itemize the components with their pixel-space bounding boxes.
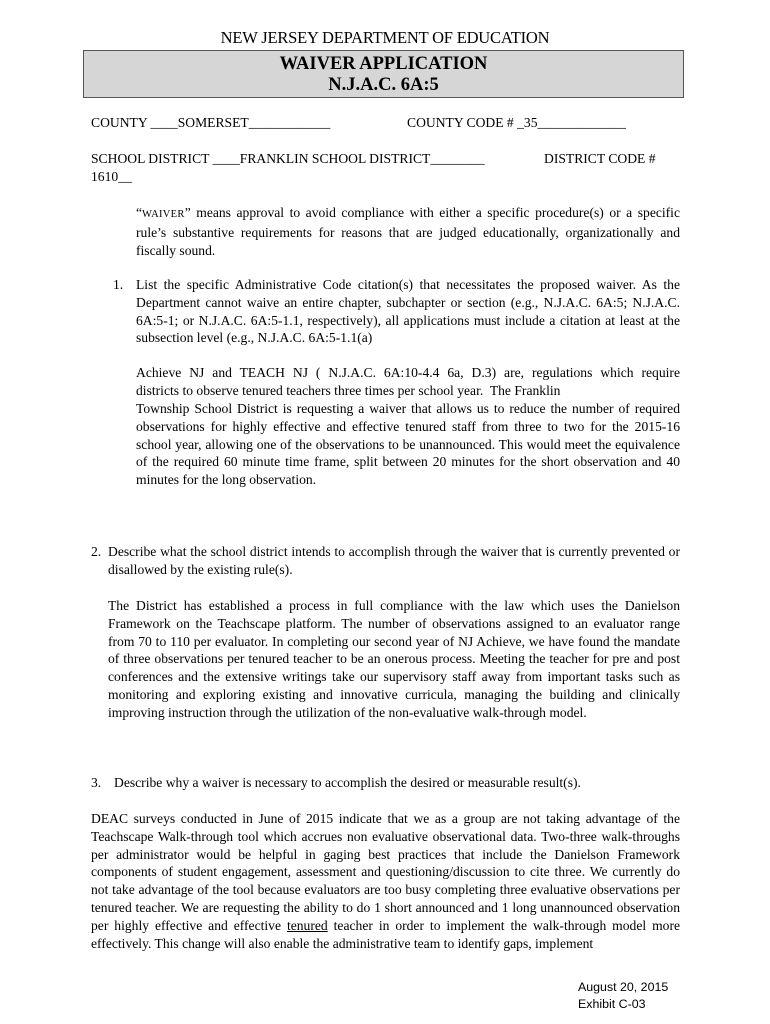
- question1-prompt: List the specific Administrative Code citation(s) that necessitates the proposed waiver. As the Department cannot waive an entire chapter, subchapter or section (e.g., N.J.A.C. 6A:5; N.J.A.C. 6A:5-1; or N.J.A.C. 6A:5-1.1, respectively), all applications must include a citation at least at the subsection level (e.g., N.J.A.C. 6A:5-1.1(a): [136, 277, 680, 346]
- question3-answer-underlined: tenured: [286, 917, 328, 933]
- footer-date: August 20, 2015: [578, 980, 669, 994]
- question1-number: 1.: [113, 277, 124, 292]
- district-code-label: DISTRICT CODE #: [544, 151, 656, 166]
- question1-answer-line2: districts to observe tenured teachers three times per school year. The Franklin: [136, 383, 561, 398]
- question3-prompt: Describe why a waiver is necessary to accomplish the desired or measurable result(s).: [114, 775, 581, 790]
- question3-answer-before: DEAC surveys conducted in June of 2015 indicate that we as a group are not taking advantage of the Teachscape Walk-through tool which accrues non evaluative observational data. Two-three walk-throughs per administrator would be helpful in gaging best practices that include the Danielson Framework components of student engagement, assessment and questioning/discussion to cite three. We currently do not take advantage of the tool because evaluators are too busy completing three evaluative observations per tenured teacher. We are requesting the ability to do 1 short announced and 1 long unannounced observation per highly effective and effective: [91, 811, 680, 933]
- definition-text: ” means approval to avoid compliance with either a specific procedure(s) or a specific rule’s substantive requirements for reasons that are judged educationally, organizationally and fiscally sound.: [136, 205, 680, 258]
- question2-prompt: Describe what the school district intends to accomplish through the waiver that is currently prevented or disallowed by the existing rule(s).: [108, 544, 680, 577]
- title-box: [83, 50, 684, 98]
- question3-number: 3.: [91, 775, 102, 790]
- form-subtitle: N.J.A.C. 6A:5: [328, 75, 439, 95]
- waiver-definition: [136, 204, 680, 259]
- form-title: WAIVER APPLICATION: [279, 54, 488, 74]
- school-district-field: SCHOOL DISTRICT ____FRANKLIN SCHOOL DISTRICT________: [91, 151, 485, 166]
- question3-answer: [91, 810, 680, 952]
- footer-exhibit: Exhibit C-03: [578, 997, 646, 1011]
- question2-answer: The District has established a process in full compliance with the law which uses the Danielson Framework on the Teachscape platform. The number of observations assigned to an evaluator range from 70 to 110 per evaluator. In completing our second year of NJ Achieve, we have found the mandate of three observations per tenured teacher to be an onerous process. Meeting the teacher for pre and post conferences and the extensive writings take our supervisory staff away from important tasks such as monitoring and exploring existing and innovative curricula, managing the building and clinically improving instruction through the utilization of the non-evaluative walk-through model.: [108, 598, 680, 720]
- district-code-value: 1610__: [91, 169, 132, 184]
- definition-open-quote: “: [136, 205, 143, 220]
- question2-number: 2.: [91, 544, 102, 559]
- question3-answer-after: teacher in order to implement the walk-through model more effectively. This change will also enable the administrative team to identify gaps, implement: [91, 917, 681, 951]
- question1-answer-line1: Achieve NJ and TEACH NJ ( N.J.A.C. 6A:10-4.4 6a, D.3) are, regulations which require: [136, 365, 680, 380]
- county-field: COUNTY ____SOMERSET____________: [91, 115, 331, 130]
- question1-answer: Township School District is requesting a waiver that allows us to reduce the number of required observations for highly effective and effective tenured staff from three to two for the 2015-16 school year, allowing one of the observations to be unannounced. This would meet the equivalence of the required 60 minute time frame, split between 20 minutes for the short observation and 40 minutes for the long observation.: [136, 401, 680, 488]
- county-code-field: COUNTY CODE # _35_____________: [407, 115, 626, 130]
- definition-term: WAIVER: [142, 209, 185, 220]
- department-heading: NEW JERSEY DEPARTMENT OF EDUCATION: [220, 28, 550, 47]
